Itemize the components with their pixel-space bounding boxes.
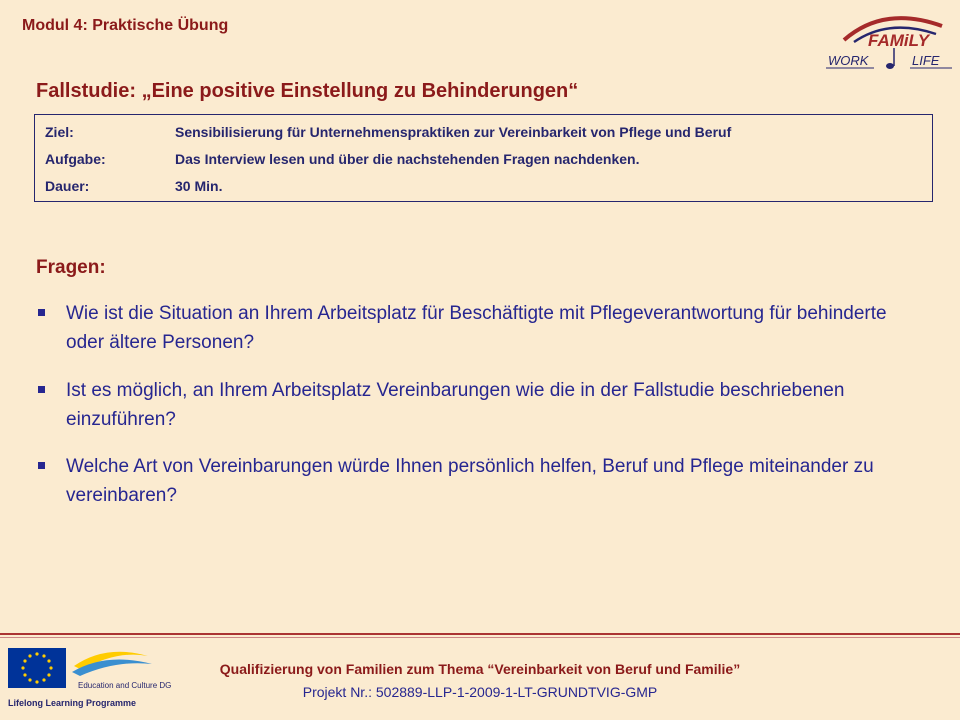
question-item [38,299,918,357]
footer-divider [0,633,960,635]
family-work-life-logo [824,10,954,80]
bullet-icon [38,309,45,316]
info-value: Sensibilisierung für Unternehmenspraktiken zur Vereinbarkeit von Pflege und Beruf [175,124,732,140]
info-label: Dauer: [45,178,90,194]
questions-heading: Fragen: [36,257,106,278]
info-label: Aufgabe: [45,151,106,167]
info-value: Das Interview lesen und über die nachstehenden Fragen nachdenken. [175,151,640,167]
info-label: Ziel: [45,124,74,140]
question-text: Wie ist die Situation an Ihrem Arbeitsplatz für Beschäftigte mit Pflegeverantwortung für behinderte oder ältere Personen? [66,303,887,353]
question-item [38,452,918,510]
info-row-duration [45,178,222,194]
eu-lifelong-learning-logo [6,646,172,712]
eu-text-education: Education and Culture DG [78,681,172,690]
question-text: Welche Art von Vereinbarungen würde Ihnen persönlich helfen, Beruf und Pflege miteinander zu vereinbaren? [66,456,874,506]
bullet-icon [38,462,45,469]
footer-project-number: Projekt Nr.: 502889-LLP-1-2009-1-LT-GRUNDTVIG-GMP [302,684,658,700]
bullet-icon [38,386,45,393]
footer-title: Qualifizierung von Familien zum Thema “Vereinbarkeit von Beruf und Familie” [219,661,741,677]
logo-work-text: WORK [828,53,869,68]
question-item [38,376,918,434]
info-row-task [45,151,639,167]
info-box [34,114,933,202]
eu-text-lifelong: Lifelong Learning Programme [8,698,137,708]
logo-life-text: LIFE [912,53,940,68]
question-text: Ist es möglich, an Ihrem Arbeitsplatz Vereinbarungen wie die in der Fallstudie beschriebenen einzuführen? [66,380,845,430]
footer-divider-thin [0,637,960,638]
info-value: 30 Min. [175,178,223,194]
module-title: Modul 4: Praktische Übung [22,17,229,34]
logo-family-text: FAMiLY [868,31,930,50]
info-row-goal [45,124,731,140]
case-study-title: Fallstudie: „Eine positive Einstellung zu Behinderungen“ [36,80,579,102]
